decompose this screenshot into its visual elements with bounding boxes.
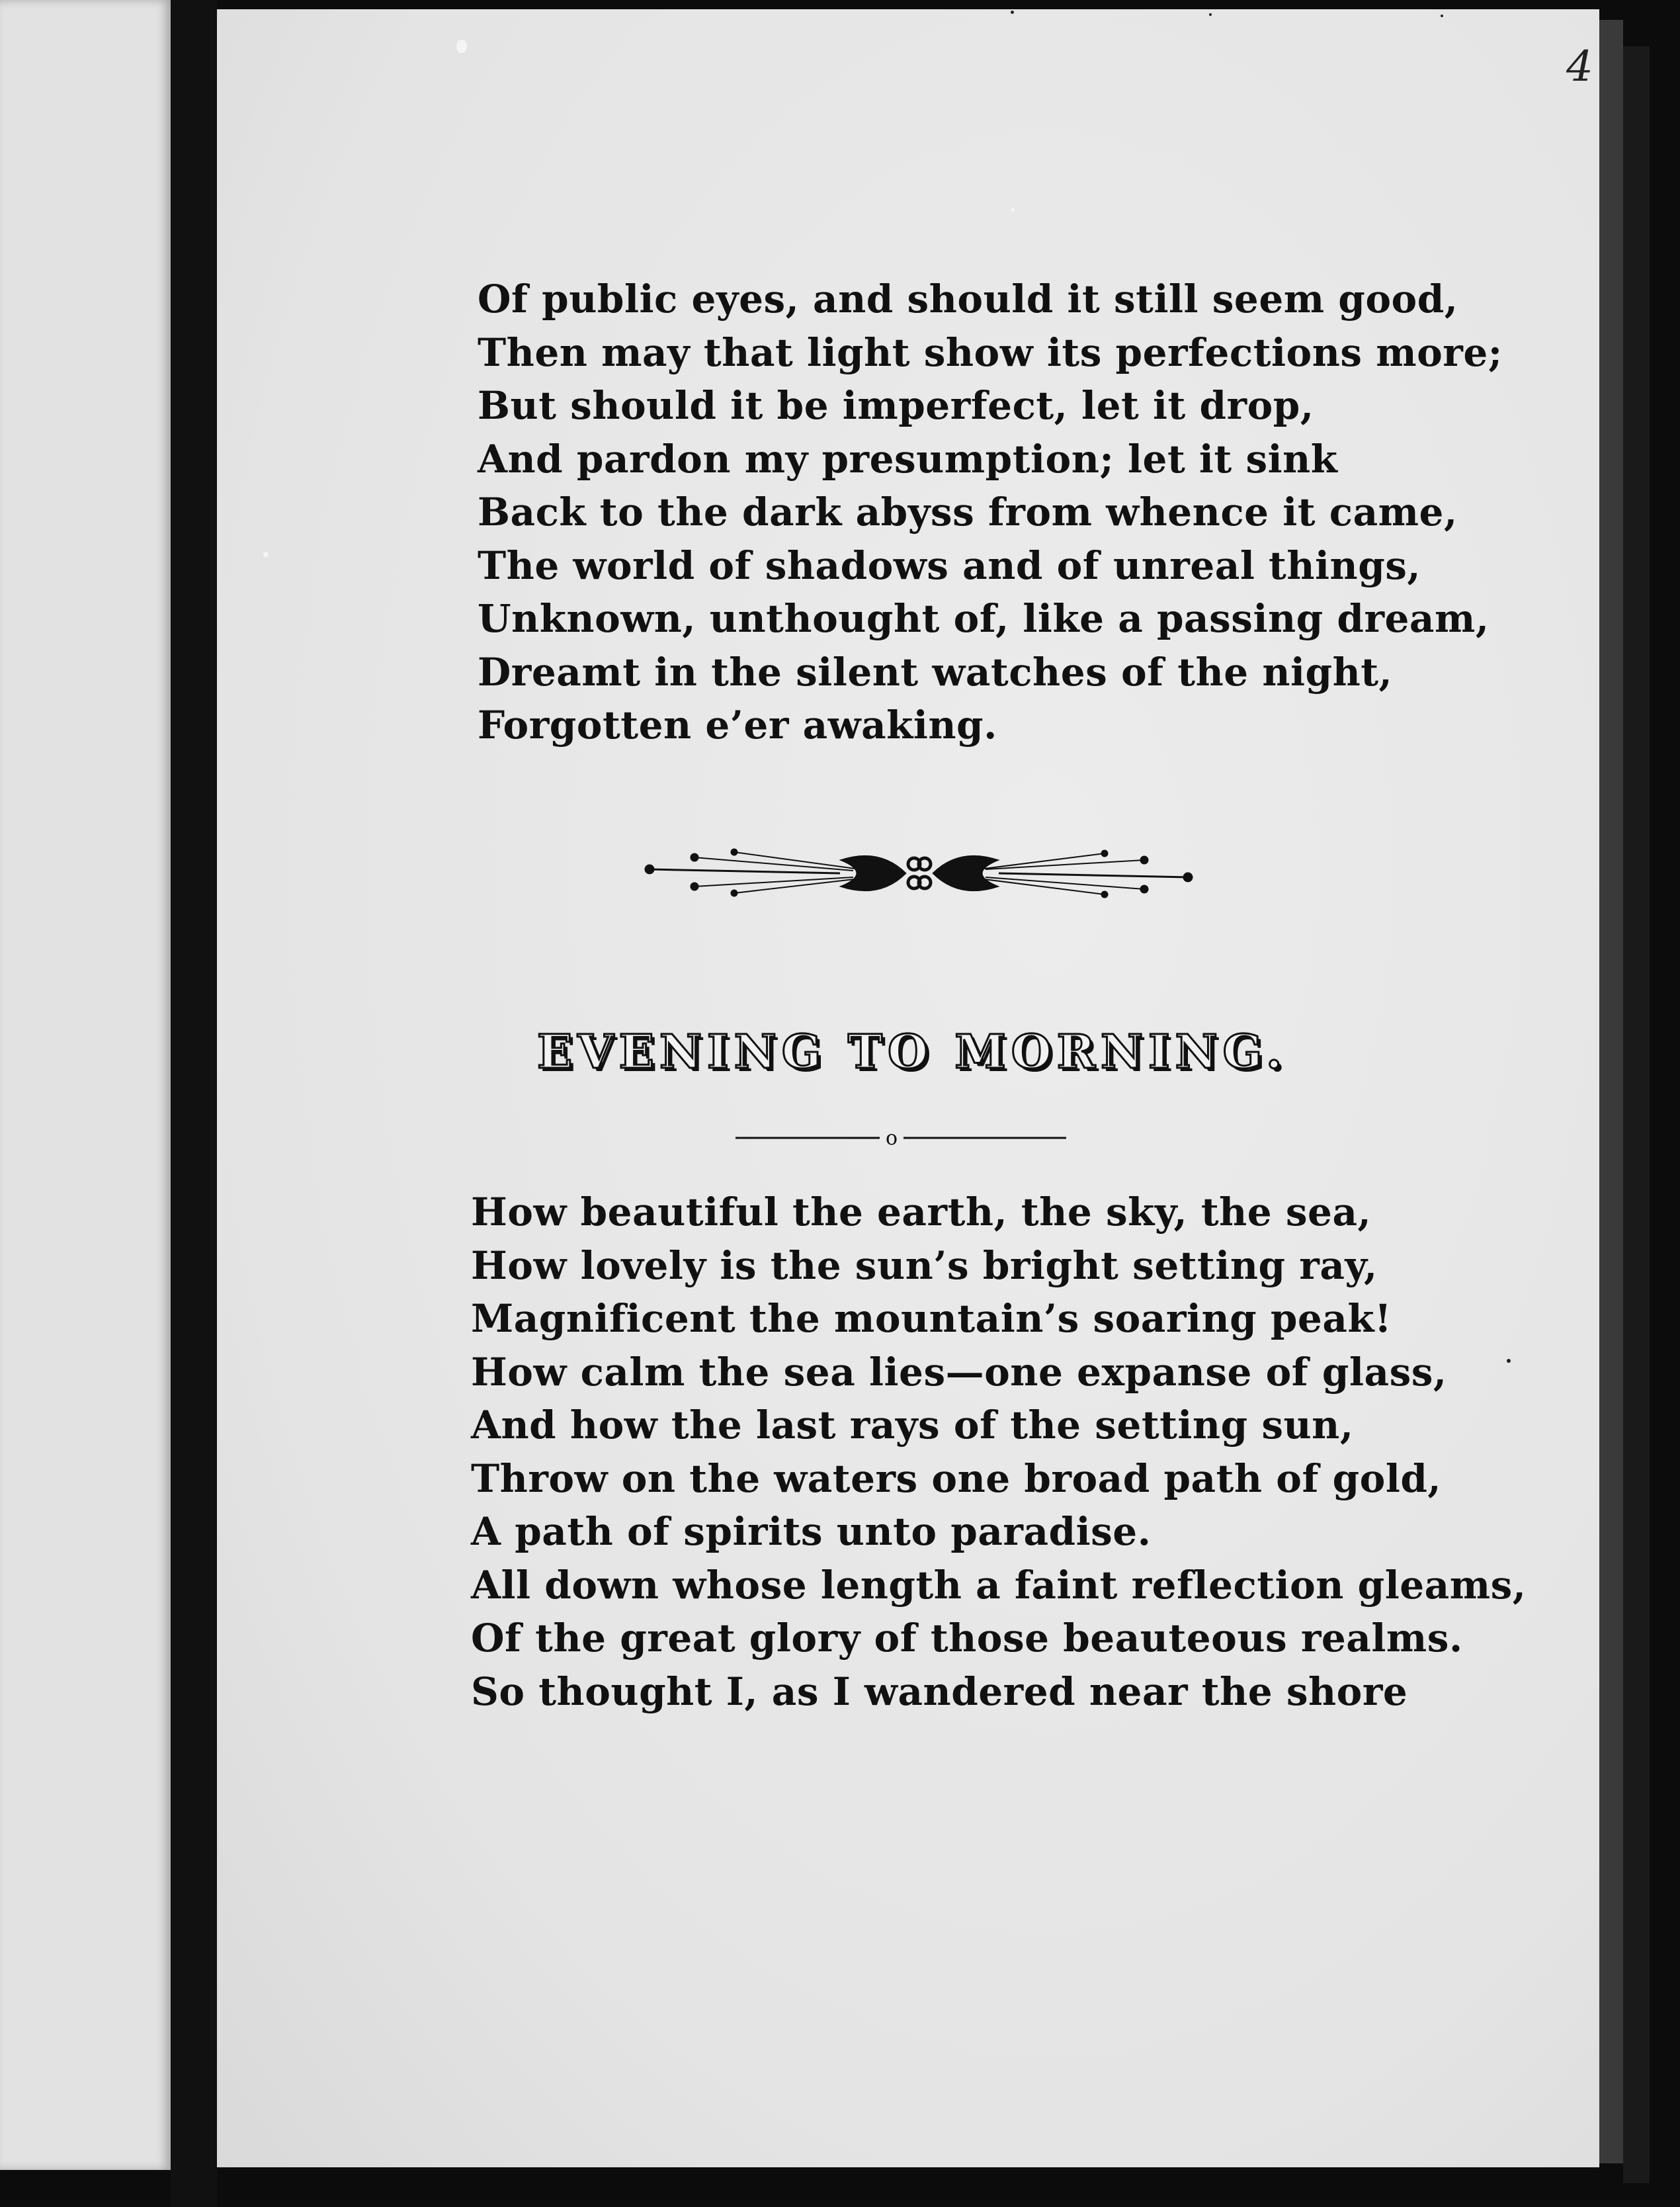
verse-line: The world of shadows and of unreal things,: [478, 542, 1421, 588]
verse-line: Of public eyes, and should it still seem good,: [478, 277, 1458, 322]
stanza-top: [478, 273, 1503, 752]
page-number: 4: [1566, 42, 1593, 91]
decorative-divider-ornament-icon: [642, 840, 1197, 906]
verse-line: And how the last rays of the setting sun,: [471, 1403, 1354, 1448]
title-rule-divider: [735, 1125, 1079, 1151]
verse-line: And pardon my presumption; let it sink: [478, 436, 1338, 482]
verse-line: How lovely is the sun’s bright setting ray,: [471, 1242, 1378, 1288]
verse-line: How beautiful the earth, the sky, the sea,: [471, 1190, 1372, 1234]
verse-line: Of the great glory of those beauteous realms.: [471, 1616, 1463, 1661]
verse-line: Dreamt in the silent watches of the night,: [478, 649, 1393, 695]
rule-mark: o: [885, 1127, 898, 1150]
verse-line: So thought I, as I wandered near the shore: [471, 1668, 1408, 1714]
verse-line: Unknown, unthought of, like a passing dream,: [478, 596, 1490, 641]
page-edge-shadow: [1599, 20, 1623, 2163]
book-gutter: [171, 0, 217, 2207]
verse-line: Forgotten e’er awaking.: [478, 703, 997, 748]
verse-line: Then may that light show its perfections more;: [478, 329, 1503, 375]
verse-line: How calm the sea lies—one expanse of glass,: [471, 1349, 1447, 1395]
poem-title: EVENING TO MORNING.: [537, 1024, 1288, 1079]
verse-line: All down whose length a faint reflection gleams,: [471, 1562, 1527, 1608]
book-cover-edge: [1623, 46, 1650, 2183]
poem-body: [471, 1186, 1526, 1718]
facing-page-edge: [0, 0, 171, 2170]
verse-line: A path of spirits unto paradise.: [471, 1509, 1152, 1554]
verse-line: Magnificent the mountain’s soaring peak!: [471, 1296, 1392, 1341]
verse-line: Back to the dark abyss from whence it came,: [478, 490, 1458, 535]
verse-line: Throw on the waters one broad path of gold,: [471, 1455, 1442, 1501]
verse-line: But should it be imperfect, let it drop,: [478, 383, 1314, 428]
